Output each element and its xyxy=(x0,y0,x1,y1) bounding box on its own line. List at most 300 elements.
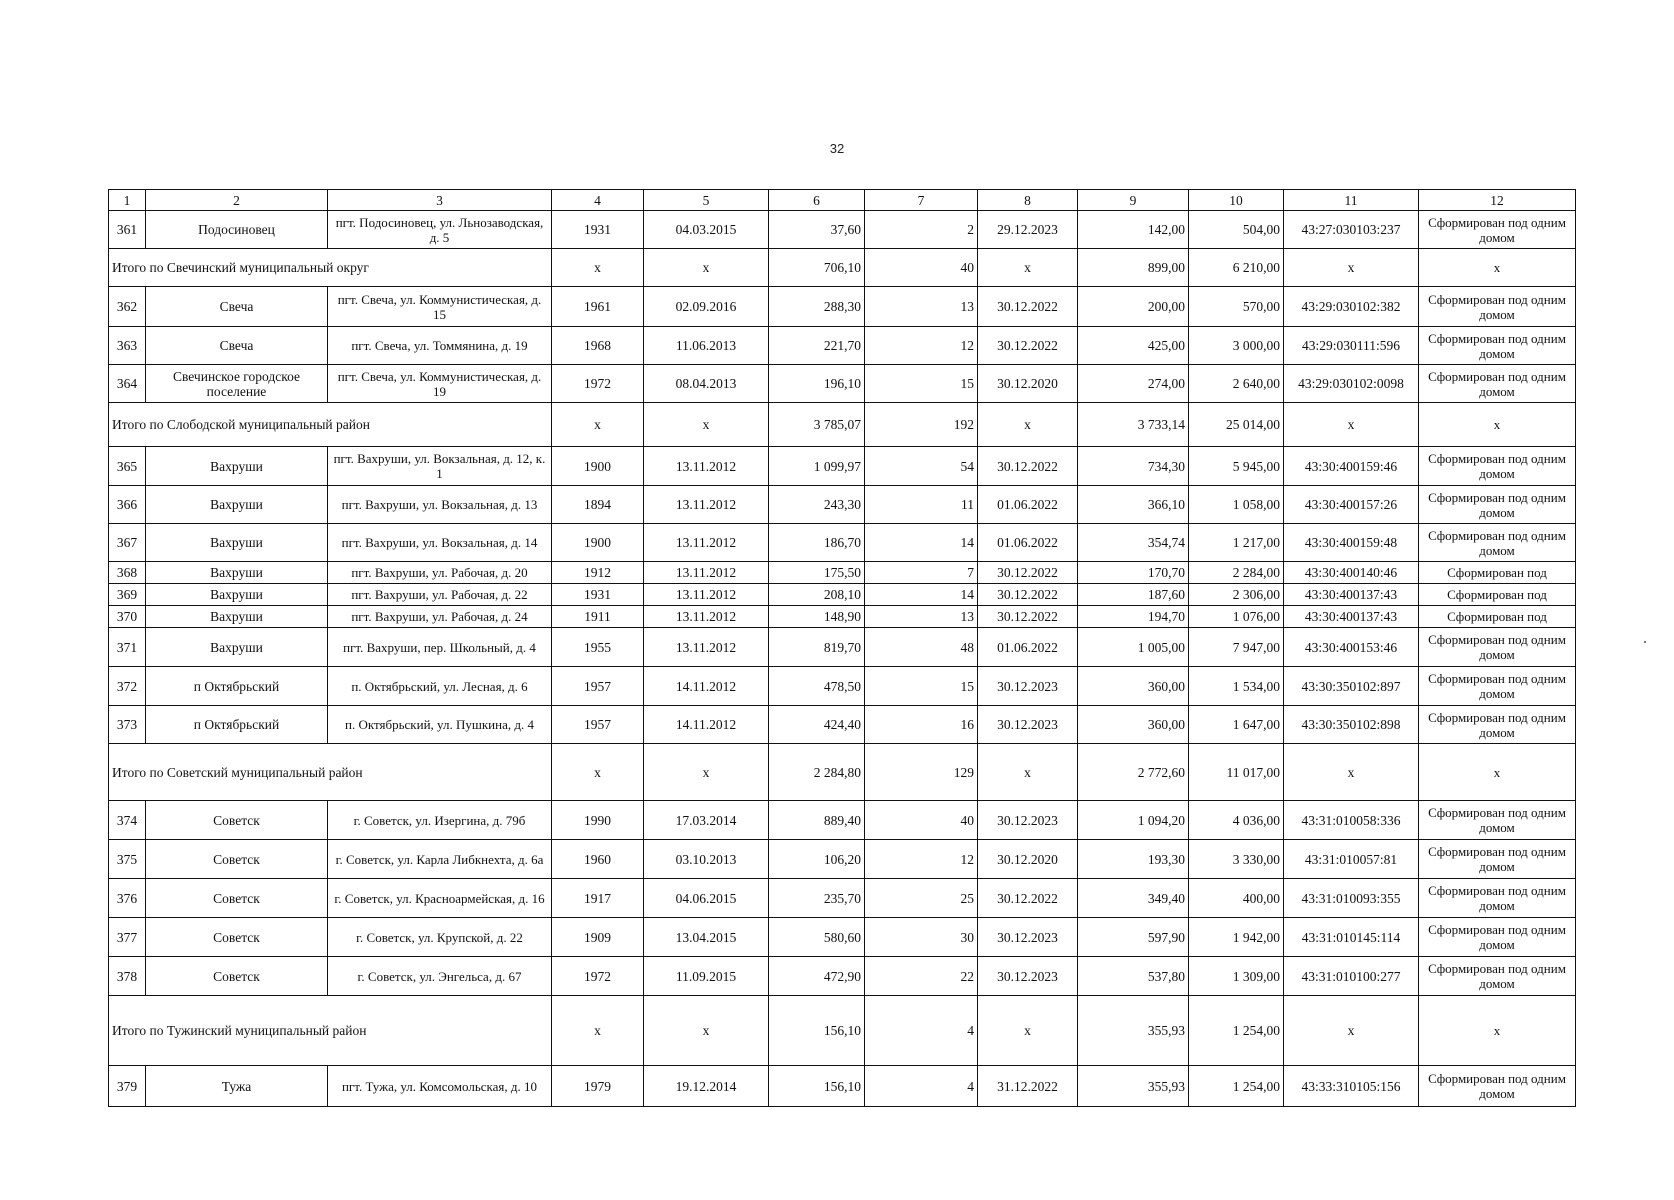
table-cell: 48 xyxy=(865,628,978,667)
table-cell: 43:29:030102:0098 xyxy=(1284,365,1419,403)
table-cell: 1909 xyxy=(552,918,644,957)
table-cell: 400,00 xyxy=(1189,879,1284,918)
table-cell: 375 xyxy=(109,840,146,879)
table-cell: 43:31:010058:336 xyxy=(1284,801,1419,840)
total-cell: x xyxy=(978,249,1078,287)
table-cell: 7 947,00 xyxy=(1189,628,1284,667)
table-cell: 372 xyxy=(109,667,146,706)
table-cell: 22 xyxy=(865,957,978,996)
table-cell: 193,30 xyxy=(1078,840,1189,879)
total-cell: x xyxy=(552,403,644,447)
table-cell: 366 xyxy=(109,486,146,524)
scan-speck xyxy=(1644,641,1646,643)
table-cell: 43:30:400159:48 xyxy=(1284,524,1419,562)
table-cell: 13.11.2012 xyxy=(644,628,769,667)
table-row xyxy=(109,562,1576,584)
table-cell: 2 306,00 xyxy=(1189,584,1284,606)
total-cell: 4 xyxy=(865,996,978,1066)
table-cell: 13 xyxy=(865,606,978,628)
table-cell: Свеча xyxy=(146,287,328,327)
header-row xyxy=(109,190,1576,211)
table-cell: 43:31:010100:277 xyxy=(1284,957,1419,996)
table-cell: Советск xyxy=(146,918,328,957)
table-cell: пгт. Свеча, ул. Томмянина, д. 19 xyxy=(328,327,552,365)
table-row xyxy=(109,1066,1576,1107)
total-label: Итого по Советский муниципальный район xyxy=(109,744,552,801)
table-cell: 11.06.2013 xyxy=(644,327,769,365)
table-cell: 14 xyxy=(865,524,978,562)
table-cell: 13.11.2012 xyxy=(644,562,769,584)
table-cell: 01.06.2022 xyxy=(978,486,1078,524)
table-row xyxy=(109,879,1576,918)
table-cell: 354,74 xyxy=(1078,524,1189,562)
total-label: Итого по Слободской муниципальный район xyxy=(109,403,552,447)
table-cell: 2 284,00 xyxy=(1189,562,1284,584)
table-cell: 1 217,00 xyxy=(1189,524,1284,562)
table-cell: 1979 xyxy=(552,1066,644,1107)
table-cell: Сформирован под одним домом xyxy=(1419,327,1576,365)
table-cell: 370 xyxy=(109,606,146,628)
table-cell: Советск xyxy=(146,840,328,879)
table-cell: 156,10 xyxy=(769,1066,865,1107)
table-cell: 1 005,00 xyxy=(1078,628,1189,667)
table-cell: 15 xyxy=(865,365,978,403)
table-cell: 424,40 xyxy=(769,706,865,744)
table-cell: Сформирован под одним домом xyxy=(1419,957,1576,996)
table-cell: Сформирован под одним домом xyxy=(1419,801,1576,840)
table-cell: 30.12.2020 xyxy=(978,840,1078,879)
table-cell: Сформирован под одним домом xyxy=(1419,287,1576,327)
table-cell: пгт. Вахруши, ул. Рабочая, д. 22 xyxy=(328,584,552,606)
table-cell: 3 330,00 xyxy=(1189,840,1284,879)
table-cell: 13.04.2015 xyxy=(644,918,769,957)
total-cell: 2 772,60 xyxy=(1078,744,1189,801)
table-cell: 378 xyxy=(109,957,146,996)
table-cell: 02.09.2016 xyxy=(644,287,769,327)
table-cell: 29.12.2023 xyxy=(978,211,1078,249)
table-cell: 1911 xyxy=(552,606,644,628)
table-cell: 1 942,00 xyxy=(1189,918,1284,957)
table-cell: Свеча xyxy=(146,327,328,365)
table-cell: 43:30:400153:46 xyxy=(1284,628,1419,667)
table-cell: 40 xyxy=(865,801,978,840)
table-cell: 30 xyxy=(865,918,978,957)
table-row xyxy=(109,447,1576,486)
table-cell: 30.12.2022 xyxy=(978,879,1078,918)
total-cell: 706,10 xyxy=(769,249,865,287)
table-cell: 30.12.2023 xyxy=(978,667,1078,706)
table-cell: 580,60 xyxy=(769,918,865,957)
table-cell: 31.12.2022 xyxy=(978,1066,1078,1107)
table-cell: 1 058,00 xyxy=(1189,486,1284,524)
table-cell: 186,70 xyxy=(769,524,865,562)
table-cell: 43:30:400137:43 xyxy=(1284,606,1419,628)
table-cell: 15 xyxy=(865,667,978,706)
table-cell: 43:30:400157:26 xyxy=(1284,486,1419,524)
table-cell: 30.12.2022 xyxy=(978,327,1078,365)
table-cell: г. Советск, ул. Энгельса, д. 67 xyxy=(328,957,552,996)
table-cell: 11.09.2015 xyxy=(644,957,769,996)
table-cell: 03.10.2013 xyxy=(644,840,769,879)
table-cell: 1960 xyxy=(552,840,644,879)
table-row xyxy=(109,667,1576,706)
table-cell: 1 094,20 xyxy=(1078,801,1189,840)
table-cell: 1 534,00 xyxy=(1189,667,1284,706)
table-row xyxy=(109,287,1576,327)
table-row xyxy=(109,840,1576,879)
header-cell: 7 xyxy=(865,190,978,211)
table-cell: 597,90 xyxy=(1078,918,1189,957)
table-cell: 43:30:400137:43 xyxy=(1284,584,1419,606)
table-cell: 30.12.2023 xyxy=(978,801,1078,840)
table-cell: Вахруши xyxy=(146,486,328,524)
table-row xyxy=(109,211,1576,249)
table-cell: 1968 xyxy=(552,327,644,365)
table-cell: 379 xyxy=(109,1066,146,1107)
table-cell: 2 xyxy=(865,211,978,249)
table-cell: пгт. Подосиновец, ул. Льнозаводская, д. 5 xyxy=(328,211,552,249)
table-cell: 3 000,00 xyxy=(1189,327,1284,365)
table-cell: 43:31:010093:355 xyxy=(1284,879,1419,918)
table-cell: п Октябрьский xyxy=(146,667,328,706)
table-cell: 1 309,00 xyxy=(1189,957,1284,996)
table-cell: 14.11.2012 xyxy=(644,706,769,744)
table-cell: 1912 xyxy=(552,562,644,584)
table-cell: пгт. Тужа, ул. Комсомольская, д. 10 xyxy=(328,1066,552,1107)
total-cell: x xyxy=(644,744,769,801)
table-cell: 01.06.2022 xyxy=(978,524,1078,562)
table-cell: Советск xyxy=(146,879,328,918)
total-cell: x xyxy=(552,744,644,801)
table-cell: 366,10 xyxy=(1078,486,1189,524)
table-cell: 13.11.2012 xyxy=(644,584,769,606)
header-cell: 5 xyxy=(644,190,769,211)
table-cell: 16 xyxy=(865,706,978,744)
table-cell: 11 xyxy=(865,486,978,524)
table-cell: 819,70 xyxy=(769,628,865,667)
table-cell: 54 xyxy=(865,447,978,486)
total-cell: x xyxy=(552,996,644,1066)
table-cell: Вахруши xyxy=(146,606,328,628)
table-cell: 1972 xyxy=(552,365,644,403)
table-row xyxy=(109,327,1576,365)
table-cell: 196,10 xyxy=(769,365,865,403)
total-cell: 2 284,80 xyxy=(769,744,865,801)
table-cell: пгт. Вахруши, ул. Вокзальная, д. 13 xyxy=(328,486,552,524)
table-cell: 570,00 xyxy=(1189,287,1284,327)
table-cell: 30.12.2023 xyxy=(978,957,1078,996)
table-cell: 7 xyxy=(865,562,978,584)
total-cell: 129 xyxy=(865,744,978,801)
table-cell: 17.03.2014 xyxy=(644,801,769,840)
table-cell: Подосиновец xyxy=(146,211,328,249)
table-cell: пгт. Вахруши, ул. Вокзальная, д. 14 xyxy=(328,524,552,562)
total-row xyxy=(109,403,1576,447)
total-row xyxy=(109,249,1576,287)
table-cell: 13.11.2012 xyxy=(644,524,769,562)
table-cell: 43:29:030102:382 xyxy=(1284,287,1419,327)
header-cell: 10 xyxy=(1189,190,1284,211)
table-row xyxy=(109,706,1576,744)
table-cell: 1917 xyxy=(552,879,644,918)
table-cell: 537,80 xyxy=(1078,957,1189,996)
table-cell: Сформирован под одним домом xyxy=(1419,628,1576,667)
table-cell: п Октябрьский xyxy=(146,706,328,744)
table-cell: 376 xyxy=(109,879,146,918)
table-cell: 364 xyxy=(109,365,146,403)
total-cell: x xyxy=(1284,996,1419,1066)
table-cell: 106,20 xyxy=(769,840,865,879)
total-cell: 1 254,00 xyxy=(1189,996,1284,1066)
table-cell: 175,50 xyxy=(769,562,865,584)
table-cell: 30.12.2022 xyxy=(978,606,1078,628)
table-row xyxy=(109,584,1576,606)
table-cell: Тужа xyxy=(146,1066,328,1107)
table-cell: 1894 xyxy=(552,486,644,524)
total-cell: x xyxy=(1419,249,1576,287)
table-row xyxy=(109,606,1576,628)
header-cell: 3 xyxy=(328,190,552,211)
table-cell: п. Октябрьский, ул. Пушкина, д. 4 xyxy=(328,706,552,744)
table-cell: Сформирован под одним домом xyxy=(1419,840,1576,879)
total-cell: x xyxy=(1419,744,1576,801)
table-cell: Сформирован под одним домом xyxy=(1419,211,1576,249)
table-cell: 43:31:010057:81 xyxy=(1284,840,1419,879)
table-cell: 12 xyxy=(865,840,978,879)
table-cell: 1900 xyxy=(552,524,644,562)
table-row xyxy=(109,918,1576,957)
header-cell: 11 xyxy=(1284,190,1419,211)
table-cell: 889,40 xyxy=(769,801,865,840)
table-cell: Сформирован под xyxy=(1419,562,1576,584)
table-cell: 1931 xyxy=(552,211,644,249)
table-cell: Советск xyxy=(146,801,328,840)
table-cell: 187,60 xyxy=(1078,584,1189,606)
total-cell: x xyxy=(978,996,1078,1066)
total-label: Итого по Свечинский муниципальный округ xyxy=(109,249,552,287)
table-cell: 13.11.2012 xyxy=(644,486,769,524)
total-cell: x xyxy=(1284,249,1419,287)
table-cell: 30.12.2022 xyxy=(978,562,1078,584)
table-cell: 361 xyxy=(109,211,146,249)
table-cell: 194,70 xyxy=(1078,606,1189,628)
table-cell: 1990 xyxy=(552,801,644,840)
header-cell: 8 xyxy=(978,190,1078,211)
table-cell: 14 xyxy=(865,584,978,606)
table-cell: 274,00 xyxy=(1078,365,1189,403)
table-cell: г. Советск, ул. Красноармейская, д. 16 xyxy=(328,879,552,918)
table-cell: 355,93 xyxy=(1078,1066,1189,1107)
table-cell: 142,00 xyxy=(1078,211,1189,249)
table-cell: 1955 xyxy=(552,628,644,667)
table-cell: пгт. Вахруши, ул. Вокзальная, д. 12, к. 1 xyxy=(328,447,552,486)
table-cell: 37,60 xyxy=(769,211,865,249)
total-cell: 40 xyxy=(865,249,978,287)
total-row xyxy=(109,996,1576,1066)
table-cell: 243,30 xyxy=(769,486,865,524)
total-cell: 899,00 xyxy=(1078,249,1189,287)
table-cell: 14.11.2012 xyxy=(644,667,769,706)
total-cell: 25 014,00 xyxy=(1189,403,1284,447)
header-cell: 4 xyxy=(552,190,644,211)
total-cell: x xyxy=(644,403,769,447)
total-cell: 355,93 xyxy=(1078,996,1189,1066)
table-cell: 472,90 xyxy=(769,957,865,996)
table-cell: 1961 xyxy=(552,287,644,327)
table-row xyxy=(109,365,1576,403)
total-cell: 11 017,00 xyxy=(1189,744,1284,801)
table-cell: 13.11.2012 xyxy=(644,606,769,628)
table-cell: 377 xyxy=(109,918,146,957)
table-cell: 13 xyxy=(865,287,978,327)
table-row xyxy=(109,486,1576,524)
table-cell: Советск xyxy=(146,957,328,996)
table-cell: г. Советск, ул. Изергина, д. 79б xyxy=(328,801,552,840)
table-cell: 30.12.2020 xyxy=(978,365,1078,403)
table-cell: 43:30:400159:46 xyxy=(1284,447,1419,486)
table-cell: Сформирован под одним домом xyxy=(1419,524,1576,562)
table-cell: 1 254,00 xyxy=(1189,1066,1284,1107)
table-cell: 208,10 xyxy=(769,584,865,606)
table-cell: 5 945,00 xyxy=(1189,447,1284,486)
table-cell: 363 xyxy=(109,327,146,365)
header-cell: 9 xyxy=(1078,190,1189,211)
table-cell: 1900 xyxy=(552,447,644,486)
table-cell: 360,00 xyxy=(1078,706,1189,744)
total-cell: x xyxy=(1419,996,1576,1066)
table-cell: 371 xyxy=(109,628,146,667)
table-cell: Вахруши xyxy=(146,584,328,606)
header-cell: 2 xyxy=(146,190,328,211)
table-cell: 365 xyxy=(109,447,146,486)
table-row xyxy=(109,957,1576,996)
table-cell: 43:30:350102:898 xyxy=(1284,706,1419,744)
table-cell: 288,30 xyxy=(769,287,865,327)
table-cell: 43:27:030103:237 xyxy=(1284,211,1419,249)
table-cell: п. Октябрьский, ул. Лесная, д. 6 xyxy=(328,667,552,706)
table-cell: Сформирован под одним домом xyxy=(1419,706,1576,744)
housing-register-table xyxy=(108,189,1576,1107)
table-cell: пгт. Вахруши, ул. Рабочая, д. 24 xyxy=(328,606,552,628)
total-cell: x xyxy=(978,744,1078,801)
table-cell: 1957 xyxy=(552,706,644,744)
table-cell: 504,00 xyxy=(1189,211,1284,249)
table-cell: Сформирован под xyxy=(1419,584,1576,606)
table-cell: пгт. Свеча, ул. Коммунистическая, д. 15 xyxy=(328,287,552,327)
table-cell: Вахруши xyxy=(146,524,328,562)
total-cell: 192 xyxy=(865,403,978,447)
table-cell: 1 099,97 xyxy=(769,447,865,486)
table-cell: 425,00 xyxy=(1078,327,1189,365)
table-row xyxy=(109,628,1576,667)
table-cell: 04.06.2015 xyxy=(644,879,769,918)
table-cell: 30.12.2022 xyxy=(978,584,1078,606)
table-cell: Сформирован под одним домом xyxy=(1419,486,1576,524)
table-cell: 1972 xyxy=(552,957,644,996)
table-cell: 4 036,00 xyxy=(1189,801,1284,840)
table-cell: 01.06.2022 xyxy=(978,628,1078,667)
table-cell: 367 xyxy=(109,524,146,562)
table-cell: 148,90 xyxy=(769,606,865,628)
table-cell: Сформирован под xyxy=(1419,606,1576,628)
table-cell: Сформирован под одним домом xyxy=(1419,667,1576,706)
total-cell: x xyxy=(644,996,769,1066)
table-cell: 373 xyxy=(109,706,146,744)
table-cell: 349,40 xyxy=(1078,879,1189,918)
header-cell: 12 xyxy=(1419,190,1576,211)
table-cell: г. Советск, ул. Карла Либкнехта, д. 6а xyxy=(328,840,552,879)
table-cell: пгт. Вахруши, пер. Школьный, д. 4 xyxy=(328,628,552,667)
total-row xyxy=(109,744,1576,801)
table-cell: Сформирован под одним домом xyxy=(1419,365,1576,403)
table-cell: 362 xyxy=(109,287,146,327)
table-cell: 478,50 xyxy=(769,667,865,706)
table-cell: 12 xyxy=(865,327,978,365)
table-cell: 30.12.2023 xyxy=(978,706,1078,744)
table-cell: 1 076,00 xyxy=(1189,606,1284,628)
table-cell: 374 xyxy=(109,801,146,840)
table-cell: пгт. Свеча, ул. Коммунистическая, д. 19 xyxy=(328,365,552,403)
table-cell: Свечинское городское поселение xyxy=(146,365,328,403)
table-cell: 30.12.2022 xyxy=(978,287,1078,327)
total-cell: x xyxy=(978,403,1078,447)
table-cell: Вахруши xyxy=(146,447,328,486)
page-number: 32 xyxy=(829,141,845,156)
total-label: Итого по Тужинский муниципальный район xyxy=(109,996,552,1066)
table-cell: 04.03.2015 xyxy=(644,211,769,249)
table-cell: Сформирован под одним домом xyxy=(1419,918,1576,957)
total-cell: x xyxy=(1284,744,1419,801)
table-cell: 360,00 xyxy=(1078,667,1189,706)
table-cell: Сформирован под одним домом xyxy=(1419,1066,1576,1107)
table-cell: 4 xyxy=(865,1066,978,1107)
table-cell: 734,30 xyxy=(1078,447,1189,486)
table-cell: 08.04.2013 xyxy=(644,365,769,403)
table-cell: 1957 xyxy=(552,667,644,706)
table-cell: 1931 xyxy=(552,584,644,606)
table-cell: Вахруши xyxy=(146,562,328,584)
table-cell: 43:29:030111:596 xyxy=(1284,327,1419,365)
table-cell: пгт. Вахруши, ул. Рабочая, д. 20 xyxy=(328,562,552,584)
table-cell: 200,00 xyxy=(1078,287,1189,327)
total-cell: x xyxy=(1284,403,1419,447)
table-cell: 30.12.2022 xyxy=(978,447,1078,486)
table-cell: 43:33:310105:156 xyxy=(1284,1066,1419,1107)
total-cell: 156,10 xyxy=(769,996,865,1066)
table-cell: 2 640,00 xyxy=(1189,365,1284,403)
table-row xyxy=(109,524,1576,562)
table-cell: 221,70 xyxy=(769,327,865,365)
total-cell: x xyxy=(552,249,644,287)
table-cell: Сформирован под одним домом xyxy=(1419,447,1576,486)
header-cell: 1 xyxy=(109,190,146,211)
table-cell: 369 xyxy=(109,584,146,606)
table-cell: 19.12.2014 xyxy=(644,1066,769,1107)
table-cell: Вахруши xyxy=(146,628,328,667)
table-cell: Сформирован под одним домом xyxy=(1419,879,1576,918)
table-cell: г. Советск, ул. Крупской, д. 22 xyxy=(328,918,552,957)
table-cell: 235,70 xyxy=(769,879,865,918)
table-cell: 43:30:400140:46 xyxy=(1284,562,1419,584)
table-cell: 170,70 xyxy=(1078,562,1189,584)
table-cell: 43:31:010145:114 xyxy=(1284,918,1419,957)
header-cell: 6 xyxy=(769,190,865,211)
table-cell: 368 xyxy=(109,562,146,584)
total-cell: 3 733,14 xyxy=(1078,403,1189,447)
total-cell: x xyxy=(644,249,769,287)
total-cell: 3 785,07 xyxy=(769,403,865,447)
table-cell: 30.12.2023 xyxy=(978,918,1078,957)
